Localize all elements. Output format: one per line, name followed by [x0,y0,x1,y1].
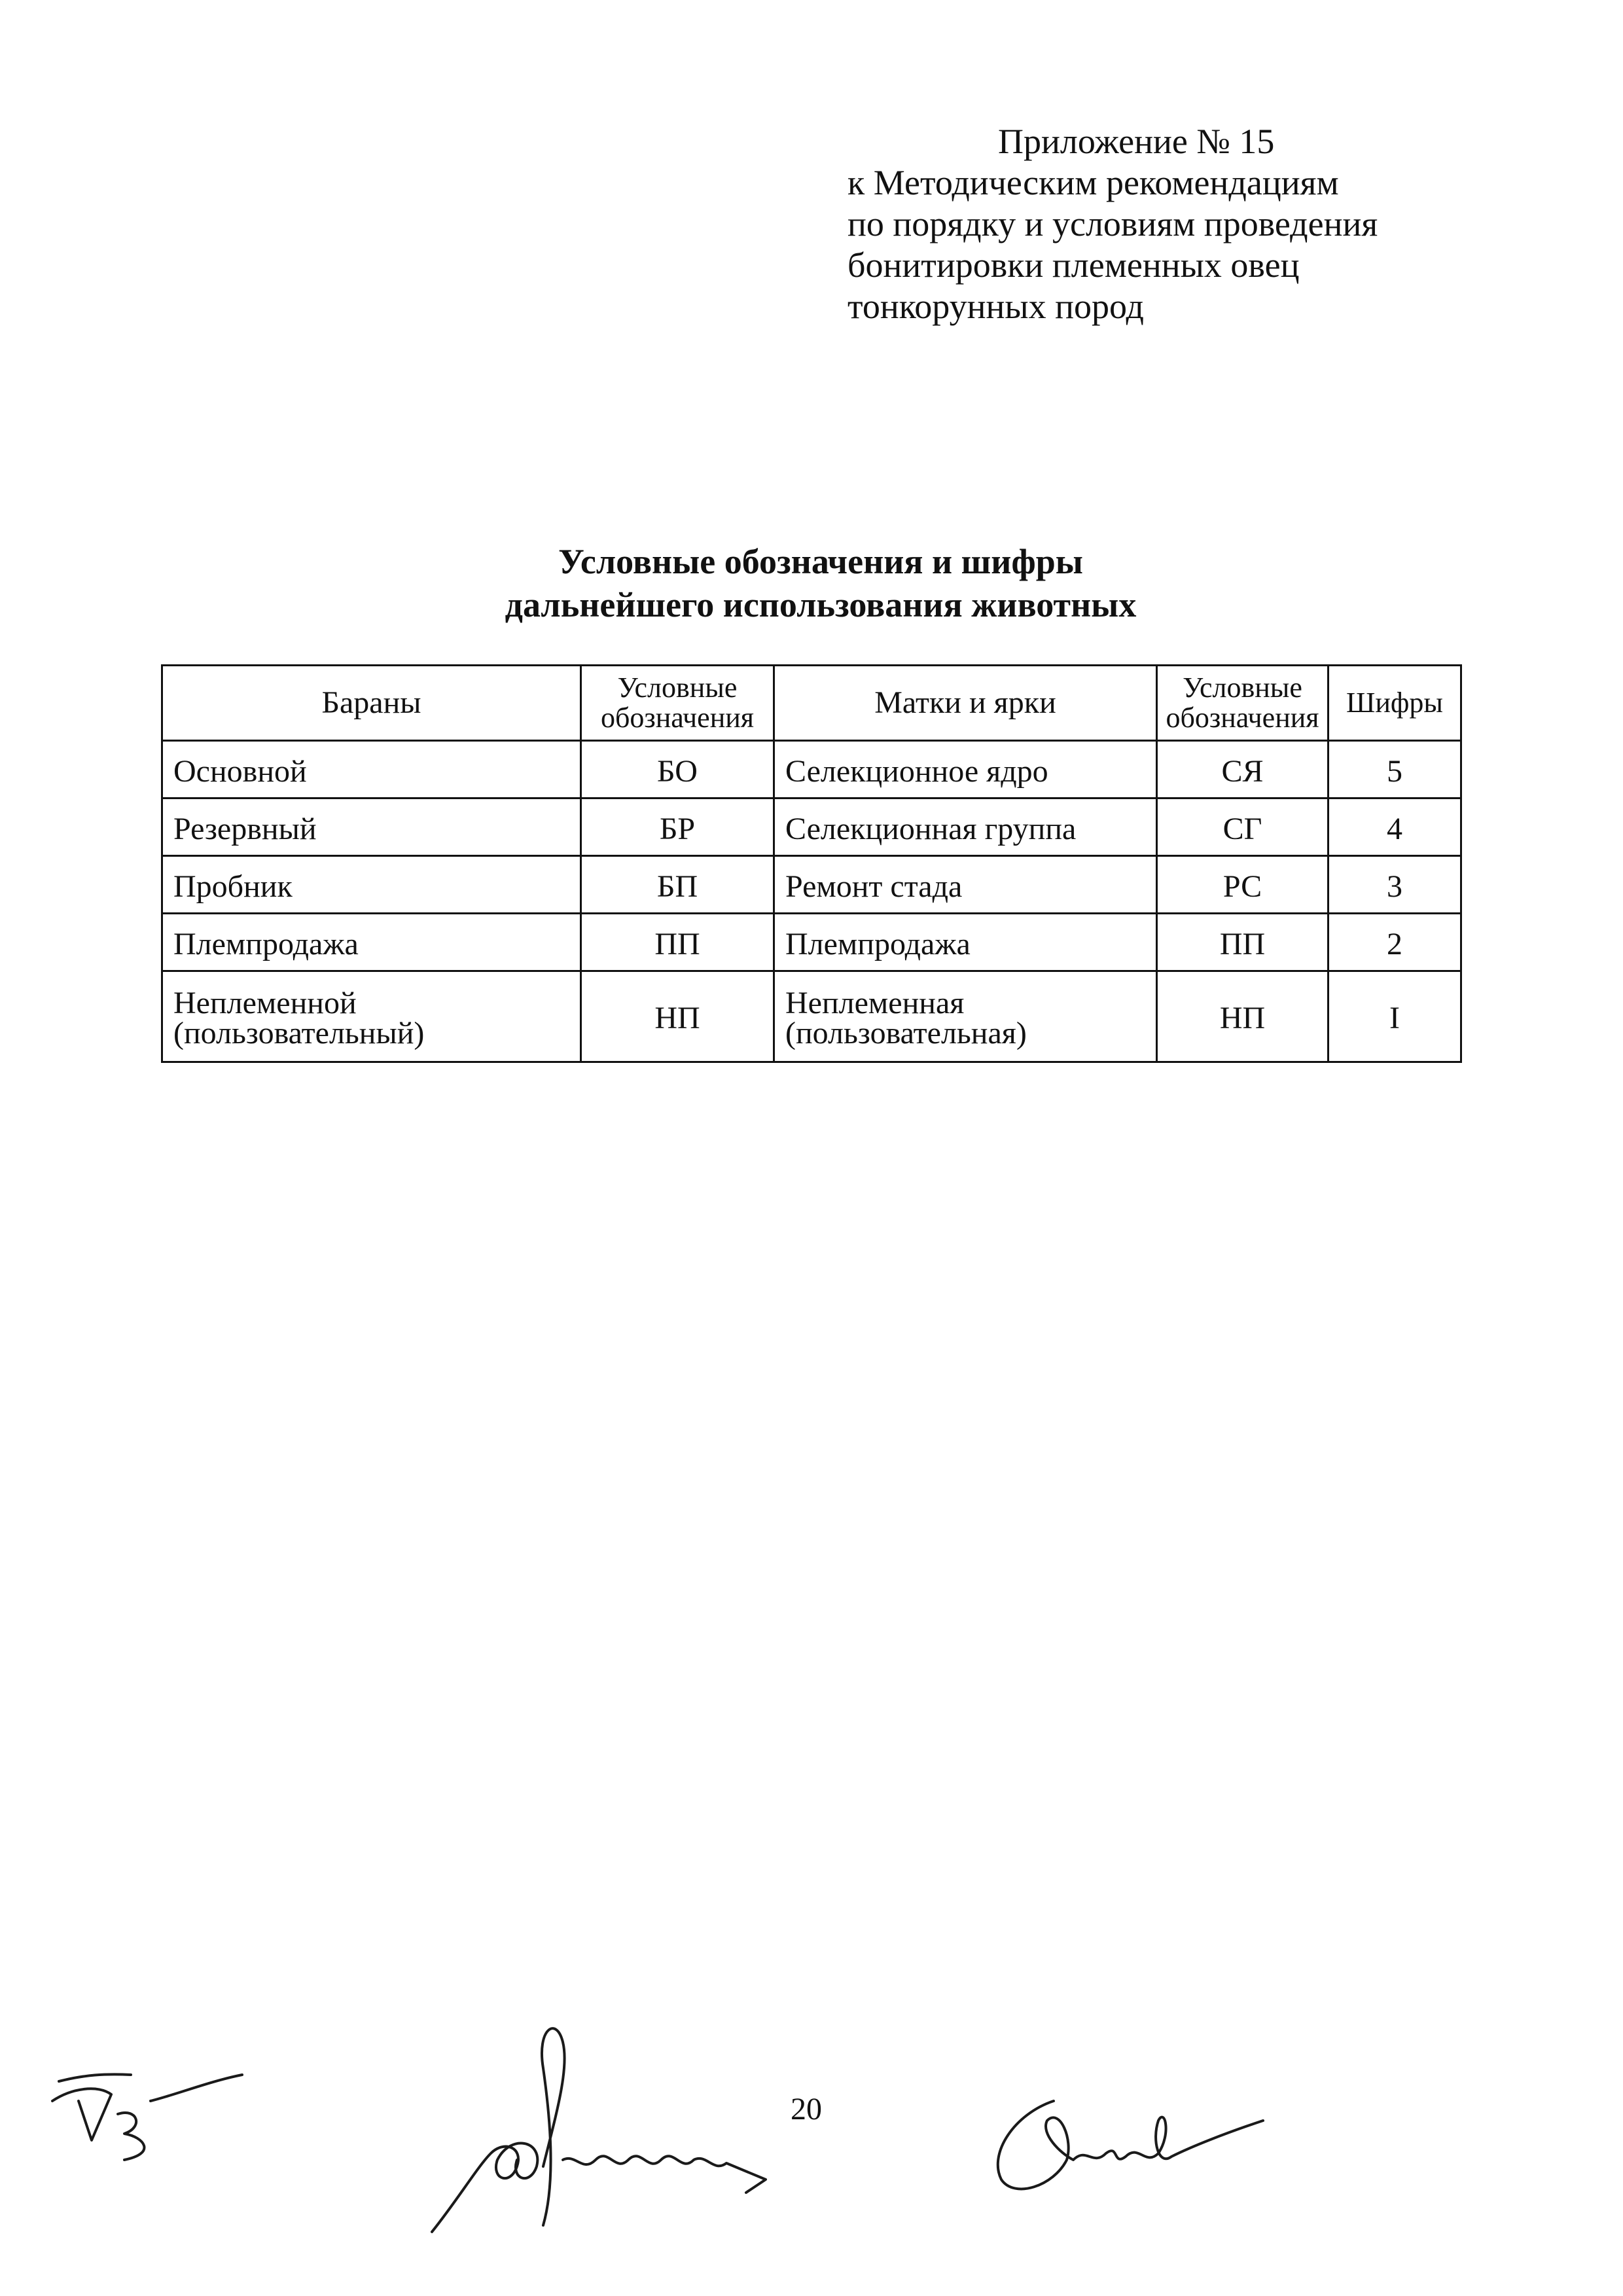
header-ewes: Матки и ярки [774,666,1157,741]
signature-1 [46,2055,255,2173]
appendix-line: по порядку и условиям проведения [847,204,1378,243]
table-header-row [162,666,1461,741]
signature-2 [419,2016,838,2238]
table-row [162,914,1461,971]
ram-code: БР [581,798,774,856]
cipher-value: 3 [1329,856,1461,914]
table-row [162,856,1461,914]
appendix-line: тонкорунных пород [847,287,1144,326]
ram-category: Пробник [162,856,581,914]
ram-category: Племпродажа [162,914,581,971]
appendix-line: к Методическим рекомендациям [847,163,1339,202]
ewe-category: Селекционная группа [774,798,1157,856]
page-number: 20 [791,2092,822,2126]
ewe-code: РС [1157,856,1329,914]
ewe-category: Неплеменная (пользовательная) [774,971,1157,1062]
ewe-category: Племпродажа [774,914,1157,971]
ram-category: Резервный [162,798,581,856]
cipher-value: I [1329,971,1461,1062]
signature-3 [975,2081,1289,2206]
ewe-category: Селекционное ядро [774,741,1157,798]
ewe-category: Ремонт стада [774,856,1157,914]
appendix-line: бонитировки племенных овец [847,245,1300,285]
ram-code: БП [581,856,774,914]
ram-code: БО [581,741,774,798]
table-row [162,741,1461,798]
ewe-code: СГ [1157,798,1329,856]
cipher-value: 5 [1329,741,1461,798]
ewe-code: ПП [1157,914,1329,971]
cipher-value: 4 [1329,798,1461,856]
document-title [0,540,1623,626]
ewe-code: СЯ [1157,741,1329,798]
document-title-line: Условные обозначения и шифры [558,542,1083,581]
header-ciphers: Шифры [1329,666,1461,741]
header-ewes-codes: Условные обозначения [1157,666,1329,741]
ram-code: ПП [581,914,774,971]
table-row [162,971,1461,1062]
header-rams-codes: Условные обозначения [581,666,774,741]
appendix-title: Приложение № 15 [998,122,1275,161]
ram-category: Основной [162,741,581,798]
ram-code: НП [581,971,774,1062]
header-rams: Бараны [162,666,581,741]
document-title-line: дальнейшего использования животных [505,585,1137,624]
cipher-value: 2 [1329,914,1461,971]
ram-category: Неплеменной (пользовательный) [162,971,581,1062]
codes-table [161,664,1462,1063]
table-row [162,798,1461,856]
appendix-block [847,121,1502,327]
ewe-code: НП [1157,971,1329,1062]
